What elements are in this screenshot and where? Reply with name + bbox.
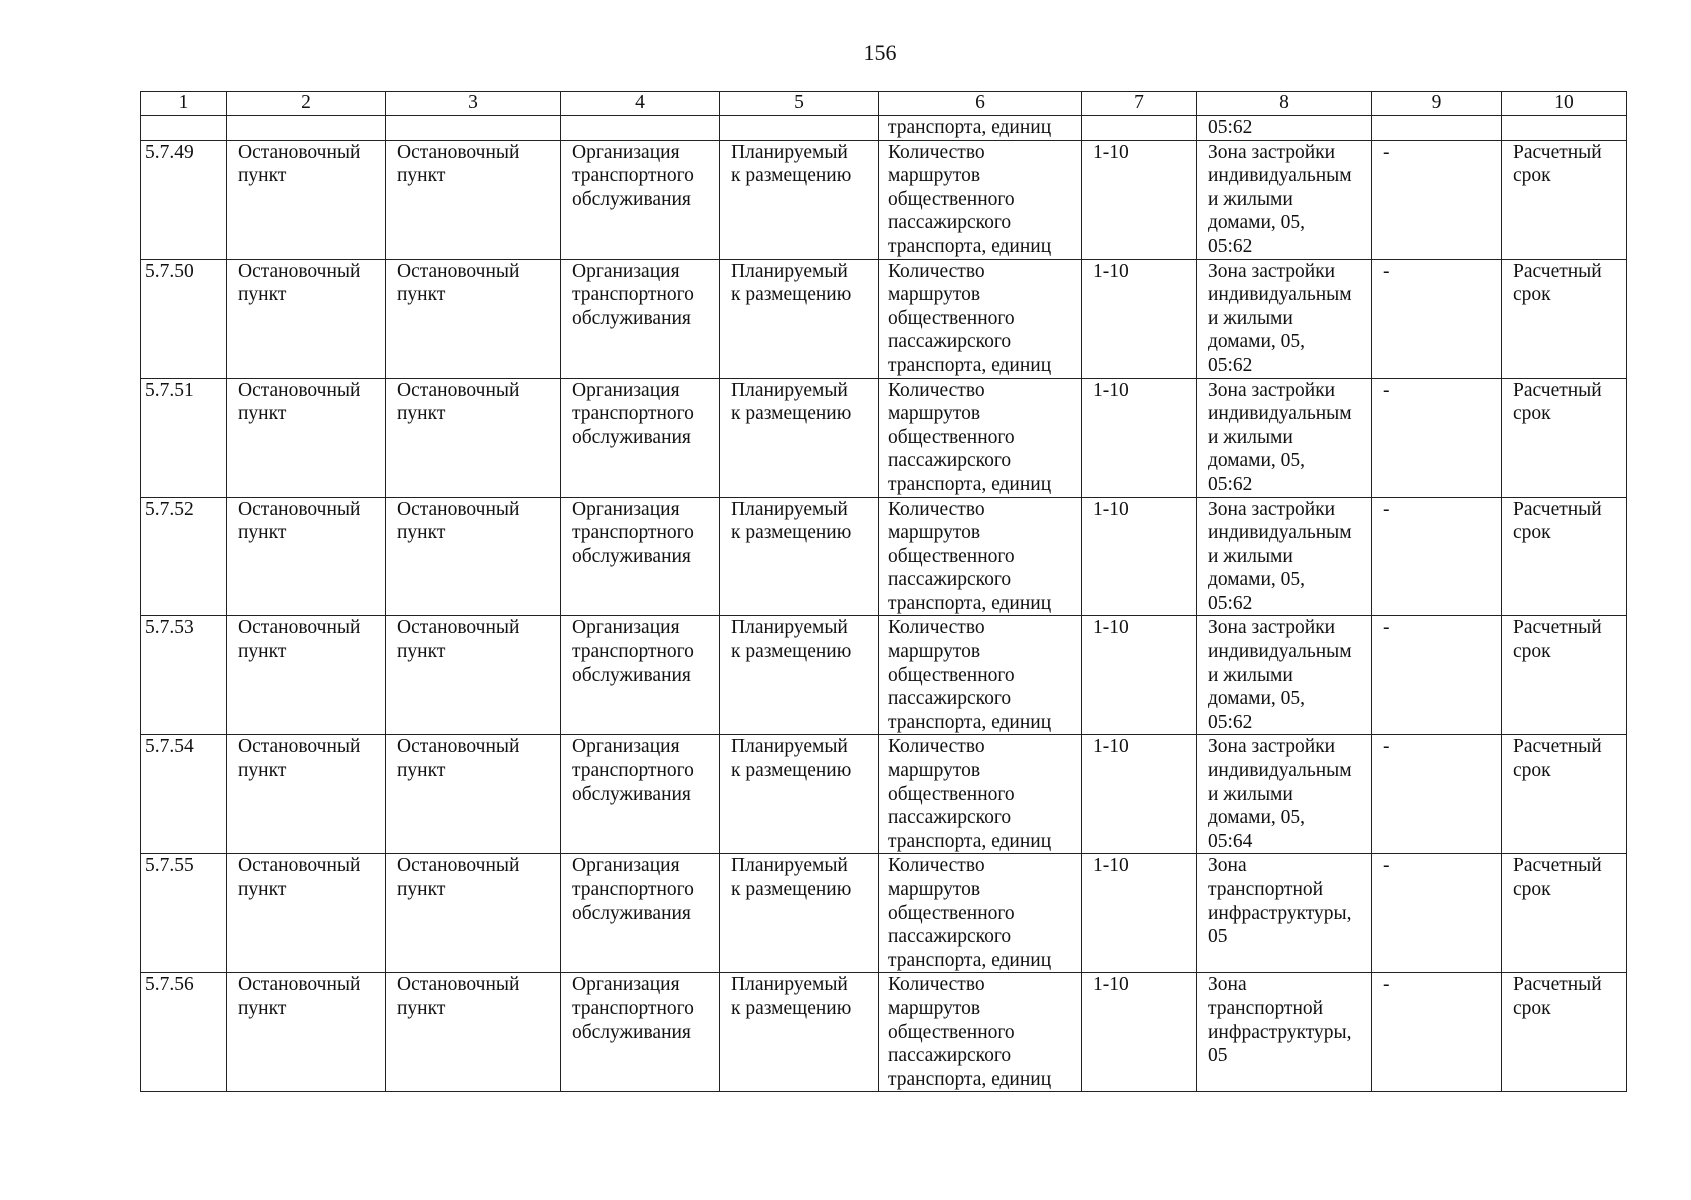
cell-col-8: Зона застройки индивидуальным и жилыми домами, 05, 05:64 bbox=[1197, 735, 1372, 854]
cell-col-9: - bbox=[1372, 973, 1502, 1092]
cell-col-2: Остановочный пункт bbox=[227, 735, 386, 854]
cell-col-10: Расчетный срок bbox=[1502, 616, 1627, 735]
cell-col-4: Организация транспортного обслуживания bbox=[561, 854, 720, 973]
cell-col-10: Расчетный срок bbox=[1502, 973, 1627, 1092]
cell-col-5: Планируемый к размещению bbox=[720, 735, 879, 854]
cell-col-10: Расчетный срок bbox=[1502, 854, 1627, 973]
cell-col-4 bbox=[561, 116, 720, 141]
cell-col-4: Организация транспортного обслуживания bbox=[561, 973, 720, 1092]
cell-col-1: 1 bbox=[141, 92, 227, 116]
cell-col-9: - bbox=[1372, 735, 1502, 854]
cell-col-9: - bbox=[1372, 259, 1502, 378]
cell-col-7: 1-10 bbox=[1082, 497, 1197, 616]
cell-col-2: Остановочный пункт bbox=[227, 973, 386, 1092]
cell-col-2: Остановочный пункт bbox=[227, 378, 386, 497]
cell-col-8: Зона застройки индивидуальным и жилыми домами, 05, 05:62 bbox=[1197, 497, 1372, 616]
cell-col-7: 1-10 bbox=[1082, 140, 1197, 259]
cell-col-5: Планируемый к размещению bbox=[720, 616, 879, 735]
cell-col-1: 5.7.55 bbox=[141, 854, 227, 973]
cell-col-2: Остановочный пункт bbox=[227, 140, 386, 259]
table-body bbox=[141, 92, 1627, 1092]
cell-col-3: Остановочный пункт bbox=[386, 735, 561, 854]
cell-col-9: - bbox=[1372, 854, 1502, 973]
table-row bbox=[141, 735, 1627, 854]
cell-col-8: 8 bbox=[1197, 92, 1372, 116]
cell-col-1: 5.7.49 bbox=[141, 140, 227, 259]
cell-col-6: 6 bbox=[879, 92, 1082, 116]
cell-col-6: транспорта, единиц bbox=[879, 116, 1082, 141]
cell-col-5: Планируемый к размещению bbox=[720, 259, 879, 378]
cell-col-7 bbox=[1082, 116, 1197, 141]
cell-col-1 bbox=[141, 116, 227, 141]
table-row bbox=[141, 973, 1627, 1092]
table-row bbox=[141, 259, 1627, 378]
cell-col-9 bbox=[1372, 116, 1502, 141]
cell-col-7: 1-10 bbox=[1082, 616, 1197, 735]
table-row bbox=[141, 140, 1627, 259]
cell-col-1: 5.7.54 bbox=[141, 735, 227, 854]
cell-col-6: Количество маршрутов общественного пассажирского транспорта, единиц bbox=[879, 497, 1082, 616]
cell-col-10: Расчетный срок bbox=[1502, 735, 1627, 854]
cell-col-1: 5.7.51 bbox=[141, 378, 227, 497]
cell-col-7: 1-10 bbox=[1082, 378, 1197, 497]
header-row bbox=[141, 92, 1627, 116]
page-number: 156 bbox=[863, 40, 897, 65]
cell-col-4: 4 bbox=[561, 92, 720, 116]
cell-col-2: 2 bbox=[227, 92, 386, 116]
cell-col-3: Остановочный пункт bbox=[386, 854, 561, 973]
cell-col-3: 3 bbox=[386, 92, 561, 116]
cell-col-8: Зона транспортной инфраструктуры, 05 bbox=[1197, 854, 1372, 973]
cell-col-7: 1-10 bbox=[1082, 973, 1197, 1092]
cell-col-8: Зона застройки индивидуальным и жилыми домами, 05, 05:62 bbox=[1197, 140, 1372, 259]
cell-col-9: 9 bbox=[1372, 92, 1502, 116]
cell-col-4: Организация транспортного обслуживания bbox=[561, 735, 720, 854]
cell-col-7: 7 bbox=[1082, 92, 1197, 116]
table-row bbox=[141, 497, 1627, 616]
cell-col-10: 10 bbox=[1502, 92, 1627, 116]
cell-col-3: Остановочный пункт bbox=[386, 973, 561, 1092]
cell-col-2: Остановочный пункт bbox=[227, 616, 386, 735]
cell-col-8: Зона застройки индивидуальным и жилыми домами, 05, 05:62 bbox=[1197, 378, 1372, 497]
cell-col-10: Расчетный срок bbox=[1502, 259, 1627, 378]
cell-col-7: 1-10 bbox=[1082, 735, 1197, 854]
cell-col-5: Планируемый к размещению bbox=[720, 378, 879, 497]
cell-col-1: 5.7.53 bbox=[141, 616, 227, 735]
cell-col-5: Планируемый к размещению bbox=[720, 854, 879, 973]
cell-col-10 bbox=[1502, 116, 1627, 141]
cell-col-3: Остановочный пункт bbox=[386, 378, 561, 497]
cell-col-4: Организация транспортного обслуживания bbox=[561, 378, 720, 497]
cell-col-6: Количество маршрутов общественного пассажирского транспорта, единиц bbox=[879, 140, 1082, 259]
cell-col-6: Количество маршрутов общественного пассажирского транспорта, единиц bbox=[879, 735, 1082, 854]
cell-col-6: Количество маршрутов общественного пассажирского транспорта, единиц bbox=[879, 378, 1082, 497]
table-row bbox=[141, 616, 1627, 735]
cell-col-9: - bbox=[1372, 497, 1502, 616]
cell-col-2: Остановочный пункт bbox=[227, 854, 386, 973]
cell-col-10: Расчетный срок bbox=[1502, 378, 1627, 497]
cell-col-5: Планируемый к размещению bbox=[720, 140, 879, 259]
cell-col-9: - bbox=[1372, 140, 1502, 259]
cell-col-8: Зона застройки индивидуальным и жилыми домами, 05, 05:62 bbox=[1197, 259, 1372, 378]
cell-col-7: 1-10 bbox=[1082, 259, 1197, 378]
cell-col-1: 5.7.56 bbox=[141, 973, 227, 1092]
cell-col-10: Расчетный срок bbox=[1502, 140, 1627, 259]
cell-col-5: Планируемый к размещению bbox=[720, 973, 879, 1092]
cell-col-5 bbox=[720, 116, 879, 141]
cell-col-4: Организация транспортного обслуживания bbox=[561, 140, 720, 259]
cell-col-10: Расчетный срок bbox=[1502, 497, 1627, 616]
cell-col-5: 5 bbox=[720, 92, 879, 116]
cell-col-4: Организация транспортного обслуживания bbox=[561, 497, 720, 616]
cell-col-3 bbox=[386, 116, 561, 141]
cell-col-3: Остановочный пункт bbox=[386, 140, 561, 259]
cell-col-8: Зона застройки индивидуальным и жилыми домами, 05, 05:62 bbox=[1197, 616, 1372, 735]
cell-col-9: - bbox=[1372, 378, 1502, 497]
cell-col-8: 05:62 bbox=[1197, 116, 1372, 141]
cell-col-7: 1-10 bbox=[1082, 854, 1197, 973]
cell-col-4: Организация транспортного обслуживания bbox=[561, 259, 720, 378]
continuation-row bbox=[141, 116, 1627, 141]
table-row bbox=[141, 854, 1627, 973]
cell-col-9: - bbox=[1372, 616, 1502, 735]
cell-col-3: Остановочный пункт bbox=[386, 497, 561, 616]
cell-col-4: Организация транспортного обслуживания bbox=[561, 616, 720, 735]
cell-col-6: Количество маршрутов общественного пассажирского транспорта, единиц bbox=[879, 973, 1082, 1092]
cell-col-6: Количество маршрутов общественного пассажирского транспорта, единиц bbox=[879, 259, 1082, 378]
cell-col-8: Зона транспортной инфраструктуры, 05 bbox=[1197, 973, 1372, 1092]
cell-col-6: Количество маршрутов общественного пассажирского транспорта, единиц bbox=[879, 616, 1082, 735]
cell-col-3: Остановочный пункт bbox=[386, 259, 561, 378]
cell-col-1: 5.7.50 bbox=[141, 259, 227, 378]
cell-col-2: Остановочный пункт bbox=[227, 497, 386, 616]
cell-col-5: Планируемый к размещению bbox=[720, 497, 879, 616]
cell-col-1: 5.7.52 bbox=[141, 497, 227, 616]
cell-col-3: Остановочный пункт bbox=[386, 616, 561, 735]
objects-table bbox=[140, 91, 1627, 1092]
table-row bbox=[141, 378, 1627, 497]
cell-col-2: Остановочный пункт bbox=[227, 259, 386, 378]
cell-col-2 bbox=[227, 116, 386, 141]
cell-col-6: Количество маршрутов общественного пассажирского транспорта, единиц bbox=[879, 854, 1082, 973]
